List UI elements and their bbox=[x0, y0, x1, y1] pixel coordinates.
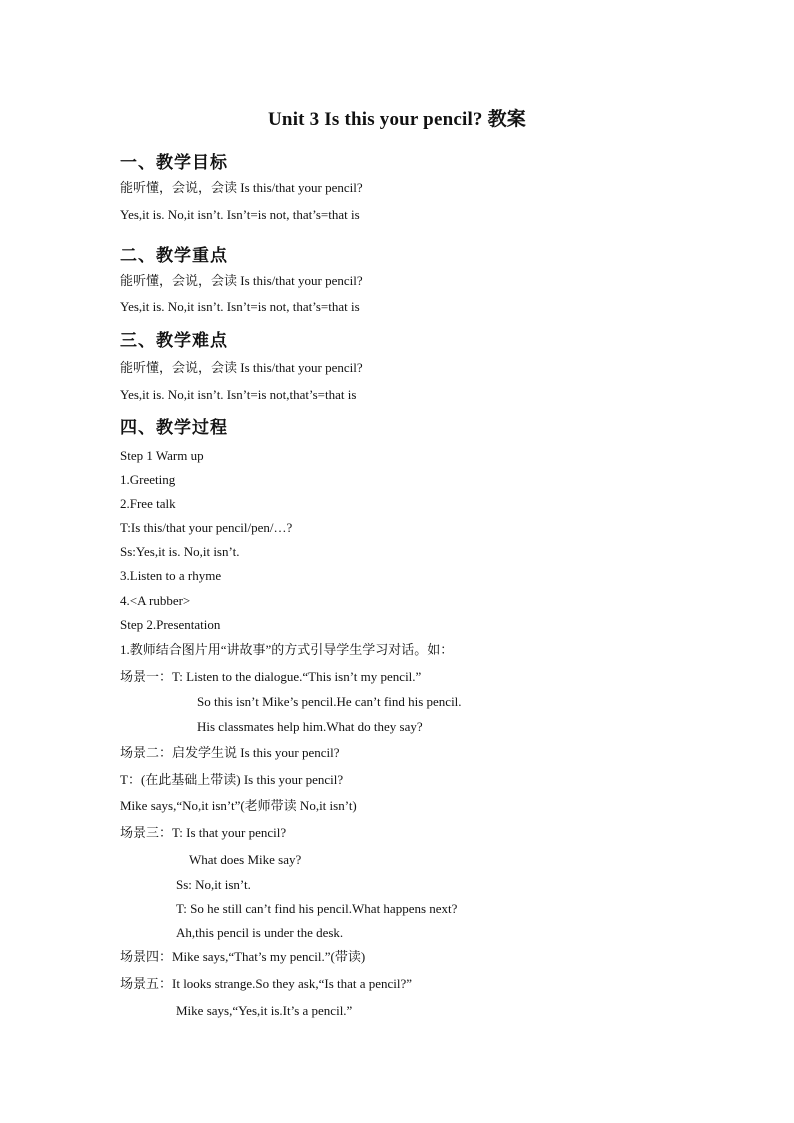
text-line: 能听懂，会说，会读 Is this/that your pencil? bbox=[120, 273, 363, 288]
text-line: 1.Greeting bbox=[120, 472, 176, 487]
text-line: His classmates help him.What do they say? bbox=[197, 719, 423, 734]
text-line: What does Mike say? bbox=[189, 852, 302, 867]
section-heading-difficulties: 三、教学难点 bbox=[120, 331, 228, 351]
text-line: Mike says,“No,it isn’t”(老师带读 No,it isn’t) bbox=[120, 798, 357, 813]
text-line: 2.Free talk bbox=[120, 496, 176, 511]
text-line: Mike says,“Yes,it is.It’s a pencil.” bbox=[176, 1003, 353, 1018]
text-line: Ss: No,it isn’t. bbox=[176, 877, 251, 892]
text-line: T:Is this/that your pencil/pen/…? bbox=[120, 520, 293, 535]
text-line: 能听懂，会说，会读 Is this/that your pencil? bbox=[120, 360, 363, 375]
section-heading-objectives: 一、教学目标 bbox=[120, 153, 228, 173]
text-line: Ah,this pencil is under the desk. bbox=[176, 925, 344, 940]
text-line: 4.<A rubber> bbox=[120, 593, 191, 608]
text-line: 场景二：启发学生说 Is this your pencil? bbox=[120, 745, 340, 760]
section-heading-process: 四、教学过程 bbox=[120, 418, 228, 438]
text-line: T：(在此基础上带读) Is this your pencil? bbox=[120, 772, 344, 787]
text-line: 场景四：Mike says,“That’s my pencil.”(带读) bbox=[120, 949, 366, 964]
text-line: 3.Listen to a rhyme bbox=[120, 568, 222, 583]
document-title: Unit 3 Is this your pencil? 教案 bbox=[268, 109, 526, 130]
text-line: Step 1 Warm up bbox=[120, 448, 204, 463]
text-line: 场景一：T: Listen to the dialogue.“This isn’t my pencil.” bbox=[120, 669, 422, 684]
text-line: 1.教师结合图片用“讲故事”的方式引导学生学习对话。如： bbox=[120, 642, 454, 657]
text-line: 场景五：It looks strange.So they ask,“Is that a pencil?” bbox=[120, 976, 413, 991]
text-line: Yes,it is. No,it isn’t. Isn’t=is not,that’s=that is bbox=[120, 387, 357, 402]
text-line: Yes,it is. No,it isn’t. Isn’t=is not, that’s=that is bbox=[120, 207, 360, 222]
text-line: Yes,it is. No,it isn’t. Isn’t=is not, that’s=that is bbox=[120, 299, 360, 314]
text-line: Step 2.Presentation bbox=[120, 617, 221, 632]
text-line: 能听懂，会说，会读 Is this/that your pencil? bbox=[120, 180, 363, 195]
text-line: So this isn’t Mike’s pencil.He can’t find his pencil. bbox=[197, 694, 462, 709]
section-heading-key-points: 二、教学重点 bbox=[120, 246, 228, 266]
text-line: T: So he still can’t find his pencil.What happens next? bbox=[176, 901, 458, 916]
text-line: Ss:Yes,it is. No,it isn’t. bbox=[120, 544, 240, 559]
text-line: 场景三：T: Is that your pencil? bbox=[120, 825, 287, 840]
